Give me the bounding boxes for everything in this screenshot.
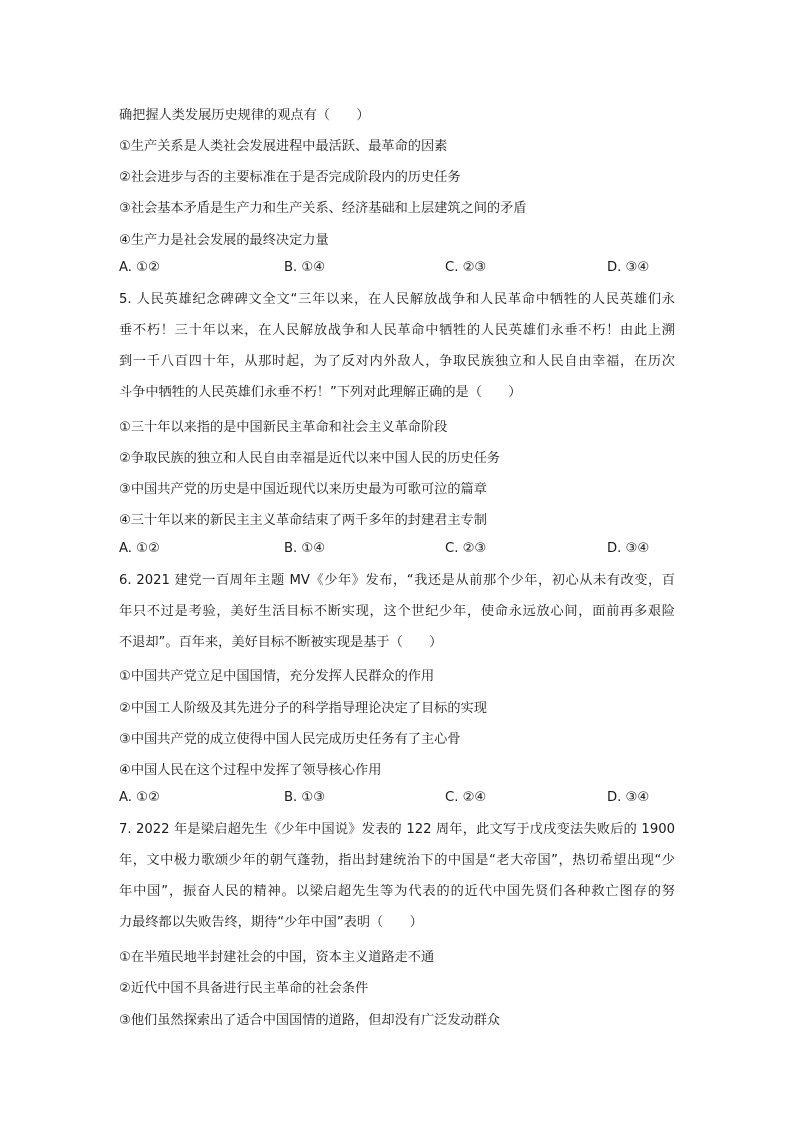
q7-item-3: ③他们虽然探索出了适合中国国情的道路，但却没有广泛发动群众 [119, 1013, 501, 1028]
q6-options [119, 790, 679, 810]
q5-stem-line: 到一千八百四十年，从那时起，为了反对内外敌人，争取民族独立和人民自由幸福，在历次 [119, 354, 675, 369]
q6-stem-line: 年只不过是考验，美好生活目标不断实现，这个世纪少年，使命永远放心间，面前再多艰险 [119, 604, 675, 619]
q6-item-4: ④中国人民在这个过程中发挥了领导核心作用 [119, 763, 382, 778]
q6-item-1: ①中国共产党立足中国国情，充分发挥人民群众的作用 [119, 669, 435, 684]
q5-item-1: ①三十年以来指的是中国新民主革命和社会主义革命阶段 [119, 420, 448, 435]
q7-item-1: ①在半殖民地半封建社会的中国，资本主义道路走不通 [119, 950, 435, 965]
q6-stem [119, 565, 675, 658]
q5-options [119, 541, 679, 561]
q4-item-3: ③社会基本矛盾是生产力和生产关系、经济基础和上层建筑之间的矛盾 [119, 201, 527, 216]
q5-option-a[interactable]: A. ①② [119, 541, 160, 556]
q4-item-2: ②社会进步与否的主要标准在于是否完成阶段内的历史任务 [119, 170, 461, 185]
q7-stem-line: 年中国”，振奋人民的精神。以梁启超先生等为代表的的近代中国先贤们各种救亡图存的努 [119, 884, 675, 899]
q5-item-2: ②争取民族的独立和人民自由幸福是近代以来中国人民的历史任务 [119, 451, 501, 466]
q6-option-a[interactable]: A. ①② [119, 790, 160, 805]
q7-stem-line: 力最终都以失败告终，期待“少年中国”表明（ ） [119, 915, 423, 930]
q6-option-b[interactable]: B. ①③ [284, 790, 326, 805]
q5-stem [119, 284, 675, 408]
q6-item-2: ②中国工人阶级及其先进分子的科学指导理论决定了目标的实现 [119, 701, 487, 716]
q7-stem [119, 814, 675, 938]
q7-stem-line: 年，文中极力歌颂少年的朝气蓬勃，指出封建统治下的中国是“老大帝国”，热切希望出现“少 [119, 853, 675, 868]
q6-item-3: ③中国共产党的成立使得中国人民完成历史任务有了主心骨 [119, 732, 461, 747]
q6-option-d[interactable]: D. ③④ [607, 790, 650, 805]
q4-item-1: ①生产关系是人类社会发展进程中最活跃、最革命的因素 [119, 139, 448, 154]
q5-stem-line: 垂不朽！三十年以来，在人民解放战争和人民革命中牺牲的人民英雄们永垂不朽！由此上溯 [119, 323, 675, 338]
q4-stem-tail: 确把握人类发展历史规律的观点有（ ） [119, 108, 370, 123]
q5-stem-line: 5. 人民英雄纪念碑碑文全文“三年以来，在人民解放战争和人民革命中牺牲的人民英雄们永 [119, 292, 675, 307]
q4-option-a[interactable]: A. ①② [119, 260, 160, 275]
q4-options [119, 260, 679, 280]
q5-item-4: ④三十年以来的新民主主义革命结束了两千多年的封建君主专制 [119, 513, 487, 528]
q7-stem-line: 7. 2022 年是梁启超先生《少年中国说》发表的 122 周年，此文写于戊戌变法失败后的 1900 [119, 822, 675, 837]
q6-stem-line: 6. 2021 建党一百周年主题 MV《少年》发布，“我还是从前那个少年，初心从未有改变，百 [119, 573, 675, 588]
q6-stem-line: 不退却”。百年来，美好目标不断被实现是基于（ ） [119, 635, 443, 650]
q7-item-2: ②近代中国不具备进行民主革命的社会条件 [119, 981, 369, 996]
q5-stem-line: 斗争中牺牲的人民英雄们永垂不朽！”下列对此理解正确的是（ ） [119, 385, 522, 400]
q4-option-b[interactable]: B. ①④ [284, 260, 326, 275]
q4-item-4: ④生产力是社会发展的最终决定力量 [119, 233, 329, 248]
q4-option-c[interactable]: C. ②③ [445, 260, 487, 275]
q6-option-c[interactable]: C. ②④ [445, 790, 487, 805]
q4-option-d[interactable]: D. ③④ [607, 260, 650, 275]
q5-option-c[interactable]: C. ②③ [445, 541, 487, 556]
q5-option-b[interactable]: B. ①④ [284, 541, 326, 556]
q5-item-3: ③中国共产党的历史是中国近现代以来历史最为可歌可泣的篇章 [119, 482, 487, 497]
q5-option-d[interactable]: D. ③④ [607, 541, 650, 556]
